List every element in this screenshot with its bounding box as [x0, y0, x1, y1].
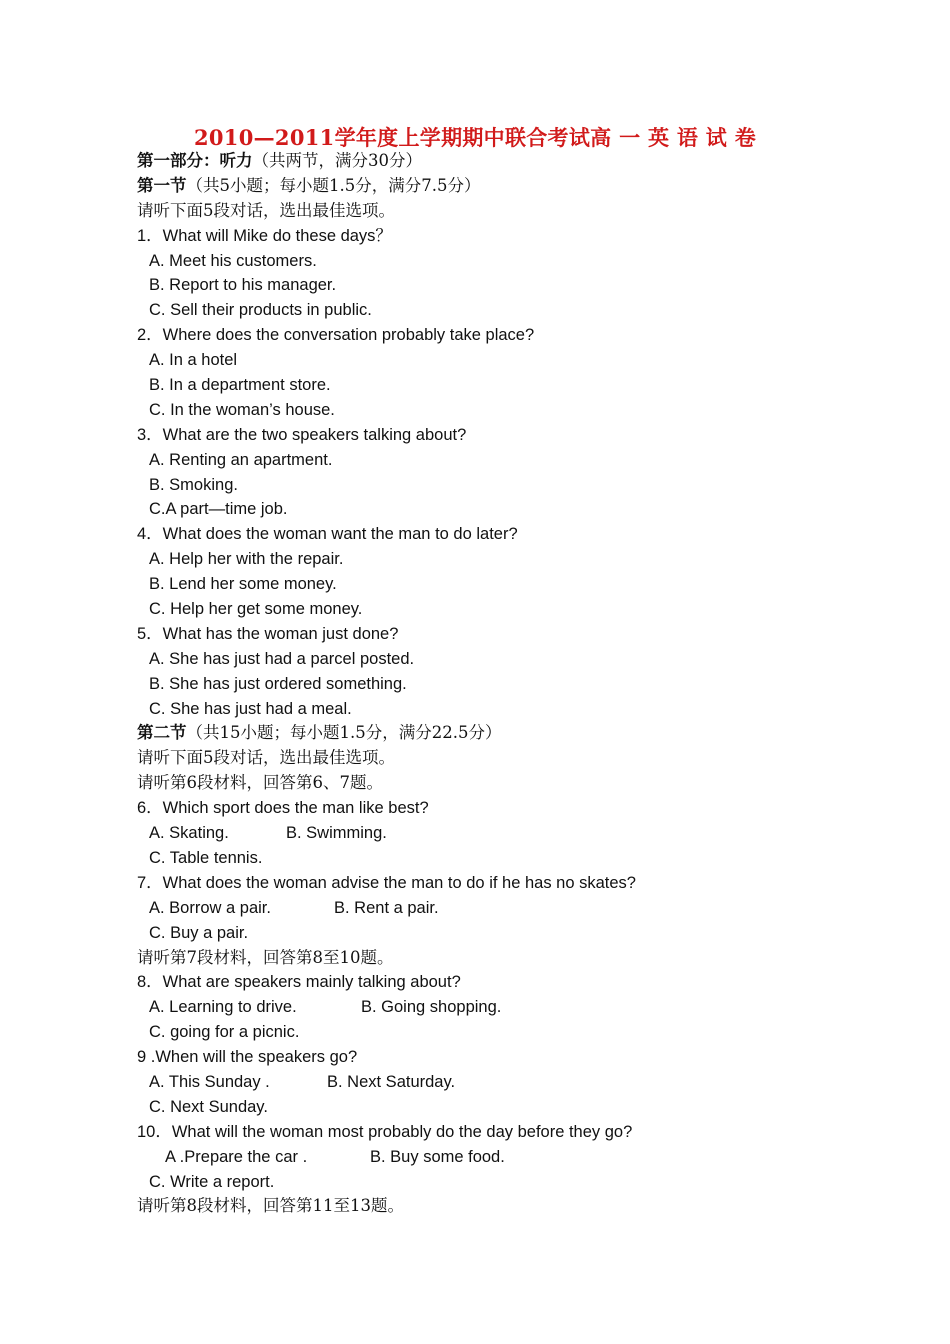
segment7-instruction: 请听第7段材料，回答第8至10题。 — [137, 947, 394, 967]
section2-rest: （共15小题；每小题1.5分，满分22.5分） — [186, 723, 502, 743]
q9-option-a: A. This Sunday . — [149, 1072, 270, 1091]
q9-stem: 9 .When will the speakers go? — [137, 1048, 358, 1067]
q8-option-b: B. Going shopping. — [361, 998, 502, 1017]
q4-option-b: B. Lend her some money. — [149, 575, 337, 594]
section1-heading — [137, 174, 897, 199]
q8-option-c: C. going for a picnic. — [149, 1023, 300, 1042]
q10-option-b: B. Buy some food. — [370, 1147, 505, 1166]
q4-option-c: C. Help her get some money. — [149, 600, 363, 619]
section2-bold: 第二节 — [137, 723, 187, 743]
q5-option-a: A. She has just had a parcel posted. — [149, 649, 415, 668]
q3-option-a: A. Renting an apartment. — [149, 450, 333, 469]
q9-option-c: C. Next Sunday. — [149, 1097, 268, 1116]
q2-option-a: A. In a hotel — [149, 351, 238, 370]
q10-options-row — [137, 1145, 897, 1170]
segment8-instruction: 请听第8段材料，回答第11至13题。 — [137, 1196, 404, 1216]
q4-option-a: A. Help her with the repair. — [149, 550, 344, 569]
part1-rest: （共两节，满分30分） — [252, 151, 422, 170]
q7-stem: 7．What does the woman advise the man to do if he has no skates? — [137, 873, 636, 892]
q3-option-b: B. Smoking. — [149, 475, 238, 494]
section2-heading — [137, 721, 897, 746]
q10-stem: 10．What will the woman most probably do the day before they go? — [137, 1122, 633, 1141]
q1-stem: 1．What will Mike do these days？ — [137, 226, 392, 245]
listening-section — [137, 149, 897, 1219]
q8-stem: 8．What are speakers mainly talking about? — [137, 973, 461, 992]
q10-option-c: C. Write a report. — [149, 1172, 275, 1191]
q7-option-b: B. Rent a pair. — [334, 898, 439, 917]
q3-stem: 3．What are the two speakers talking about? — [137, 425, 467, 444]
part1-bold: 第一部分：听力 — [137, 151, 253, 170]
q6-option-a: A. Skating. — [149, 824, 229, 843]
q9-options-row — [137, 1070, 897, 1095]
q1-option-b: B. Report to his manager. — [149, 276, 337, 295]
q7-option-a: A. Borrow a pair. — [149, 898, 271, 917]
q6-stem: 6．Which sport does the man like best? — [137, 799, 429, 818]
q9-option-b: B. Next Saturday. — [327, 1072, 456, 1091]
q2-stem: 2．Where does the conversation probably take place? — [137, 326, 535, 345]
q2-option-b: B. In a department store. — [149, 376, 331, 395]
q8-option-a: A. Learning to drive. — [149, 998, 297, 1017]
q5-option-b: B. She has just ordered something. — [149, 674, 407, 693]
q5-stem: 5．What has the woman just done? — [137, 624, 399, 643]
exam-title: 2010—2011学年度上学期期中联合考试高 一 英 语 试 卷 — [193, 125, 757, 150]
q6-option-b: B. Swimming. — [286, 824, 387, 843]
section1-instruction: 请听下面5段对话，选出最佳选项。 — [137, 200, 395, 220]
q3-option-c: C.A part—time job. — [149, 500, 288, 519]
section1-bold: 第一节 — [137, 175, 187, 195]
q1-option-c: C. Sell their products in public. — [149, 301, 372, 320]
q2-option-c: C. In the woman’s house. — [149, 400, 335, 419]
section2-instruction: 请听下面5段对话，选出最佳选项。 — [137, 748, 395, 768]
part1-heading — [137, 149, 897, 174]
q4-stem: 4．What does the woman want the man to do later? — [137, 525, 518, 544]
segment6-instruction: 请听第6段材料，回答第6、7题。 — [137, 773, 383, 793]
q7-options-row — [137, 896, 897, 921]
section1-rest: （共5小题；每小题1.5分，满分7.5分） — [186, 175, 481, 195]
q1-option-a: A. Meet his customers. — [149, 251, 317, 270]
q6-options-row — [137, 821, 897, 846]
q5-option-c: C. She has just had a meal. — [149, 699, 352, 718]
q8-options-row — [137, 995, 897, 1020]
q10-option-a: A .Prepare the car . — [165, 1147, 308, 1166]
q6-option-c: C. Table tennis. — [149, 848, 263, 867]
q7-option-c: C. Buy a pair. — [149, 923, 249, 942]
